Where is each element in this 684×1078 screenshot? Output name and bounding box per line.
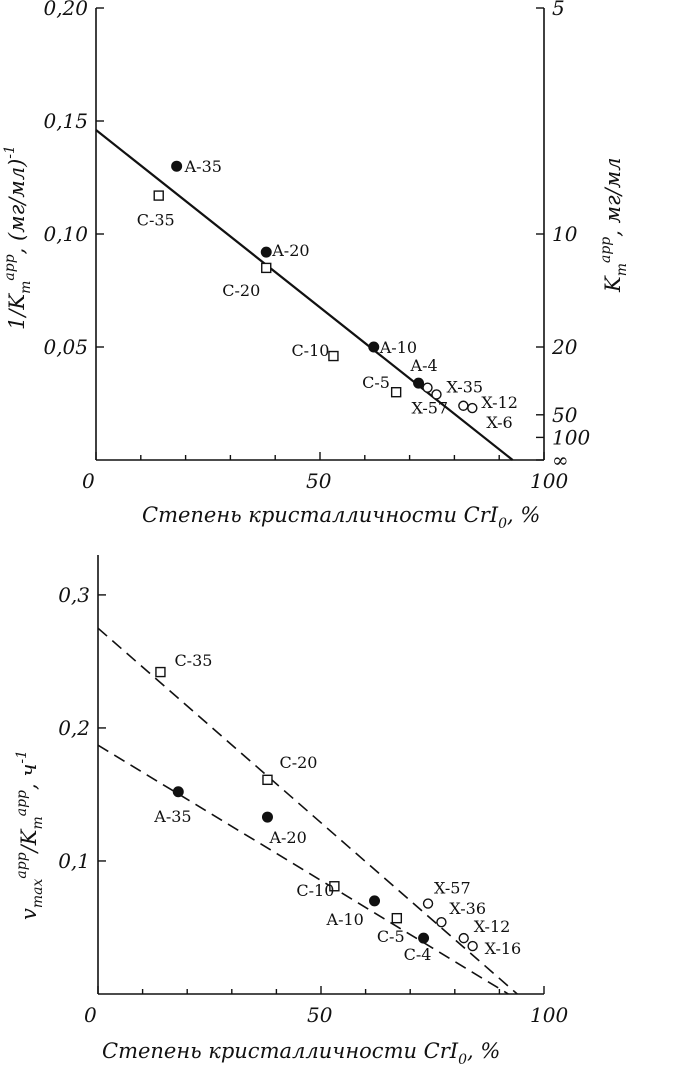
point-x-12 bbox=[459, 401, 468, 410]
point-label-x-57: X-57 bbox=[411, 398, 449, 418]
point-x-57 bbox=[424, 899, 433, 908]
top-x-ticks bbox=[82, 452, 568, 493]
y-tick-label: 0,3 bbox=[58, 582, 90, 607]
y2-tick-label: ∞ bbox=[552, 448, 569, 472]
top-y-axis-title: $1/K_m^{app}$, $(мг/мл)^{-1}$ bbox=[2, 145, 34, 330]
point-label-a-10: A-10 bbox=[326, 909, 364, 929]
point-c-35 bbox=[154, 191, 163, 200]
point-a-10 bbox=[369, 342, 379, 352]
top-x-axis-title: Степень кристалличности CrI$_0$, % bbox=[142, 503, 541, 532]
point-label-a-10: A-10 bbox=[379, 338, 418, 357]
point-a-10 bbox=[370, 896, 380, 906]
point-x-16 bbox=[468, 942, 477, 951]
chart-bottom bbox=[14, 555, 568, 1068]
point-a-20 bbox=[261, 247, 271, 257]
point-label-x-12: X-12 bbox=[481, 392, 518, 412]
point-a-35 bbox=[173, 787, 183, 797]
x-tick-label: 0 bbox=[84, 1003, 97, 1027]
point-c-5 bbox=[392, 914, 401, 923]
bottom-data-points bbox=[153, 651, 521, 964]
point-label-x-6: X-6 bbox=[486, 413, 513, 433]
top-fit-lines bbox=[96, 130, 513, 460]
y-tick-label: 0,2 bbox=[58, 715, 90, 740]
point-label-c-10: C-10 bbox=[296, 881, 335, 901]
point-a-4 bbox=[414, 378, 424, 388]
bottom-y-ticks bbox=[58, 583, 106, 873]
point-label-a-20: A-20 bbox=[272, 241, 310, 261]
point-label-a-35: A-35 bbox=[154, 806, 192, 826]
point-label-x-36: X-36 bbox=[449, 899, 487, 919]
point-a-20 bbox=[262, 812, 272, 822]
x-tick-label: 100 bbox=[530, 469, 569, 493]
point-c-5 bbox=[392, 388, 401, 397]
point-label-x-57: X-57 bbox=[434, 878, 471, 898]
y-tick-label: 0,10 bbox=[43, 222, 88, 246]
point-c-20 bbox=[262, 263, 271, 272]
point-c-4 bbox=[419, 933, 429, 943]
fit-line bbox=[96, 130, 513, 460]
fit-line bbox=[98, 745, 508, 994]
point-label-a-20: A-20 bbox=[269, 828, 307, 848]
top-data-points bbox=[137, 157, 518, 432]
point-c-35 bbox=[156, 668, 165, 677]
y2-tick-label: 20 bbox=[552, 335, 578, 359]
x-tick-label: 0 bbox=[82, 469, 95, 493]
point-x-57 bbox=[423, 383, 432, 392]
bottom-y-axis-title: $v_{max}^{app}/K_m^{app}$, $ч^{-1}$ bbox=[14, 749, 46, 920]
point-label-c-20: C-20 bbox=[279, 752, 318, 772]
y-tick-label: 0,05 bbox=[43, 335, 88, 359]
bottom-x-axis-title: Степень кристалличности CrI$_0$, % bbox=[102, 1039, 501, 1068]
bottom-x-ticks bbox=[84, 986, 568, 1027]
y-tick-label: 0,1 bbox=[58, 848, 90, 873]
point-label-c-5: C-5 bbox=[376, 927, 405, 947]
point-label-c-5: C-5 bbox=[362, 373, 390, 393]
point-label-x-12: X-12 bbox=[473, 917, 511, 937]
point-label-c-20: C-20 bbox=[222, 280, 261, 300]
point-label-c-4: C-4 bbox=[403, 945, 432, 965]
point-c-20 bbox=[263, 775, 272, 784]
point-label-a-4: A-4 bbox=[410, 356, 438, 376]
point-x-6 bbox=[468, 404, 477, 413]
point-c-10 bbox=[329, 352, 338, 361]
y-tick-label: 0,15 bbox=[43, 109, 88, 133]
y2-tick-label: 5 bbox=[552, 0, 565, 20]
x-tick-label: 50 bbox=[306, 469, 332, 493]
point-label-x-16: X-16 bbox=[484, 939, 522, 959]
chart-top bbox=[2, 0, 630, 532]
x-tick-label: 50 bbox=[307, 1003, 333, 1027]
y2-tick-label: 100 bbox=[552, 425, 591, 450]
point-label-x-35: X-35 bbox=[446, 377, 484, 397]
point-label-c-35: C-35 bbox=[174, 651, 213, 671]
x-tick-label: 100 bbox=[530, 1003, 569, 1027]
point-x-35 bbox=[432, 390, 441, 399]
top-right-y-axis-title: $K_m^{app}$, мг/мл bbox=[598, 157, 630, 292]
point-label-c-35: C-35 bbox=[136, 210, 175, 230]
y-tick-label: 0,20 bbox=[43, 0, 88, 20]
point-x-12 bbox=[459, 934, 468, 943]
y2-tick-label: 50 bbox=[552, 402, 578, 427]
y2-tick-label: 10 bbox=[552, 222, 578, 246]
point-label-a-35: A-35 bbox=[184, 157, 222, 177]
top-y-ticks bbox=[43, 0, 104, 359]
point-label-c-10: C-10 bbox=[291, 341, 330, 361]
point-a-35 bbox=[172, 161, 182, 171]
point-x-36 bbox=[437, 918, 446, 927]
